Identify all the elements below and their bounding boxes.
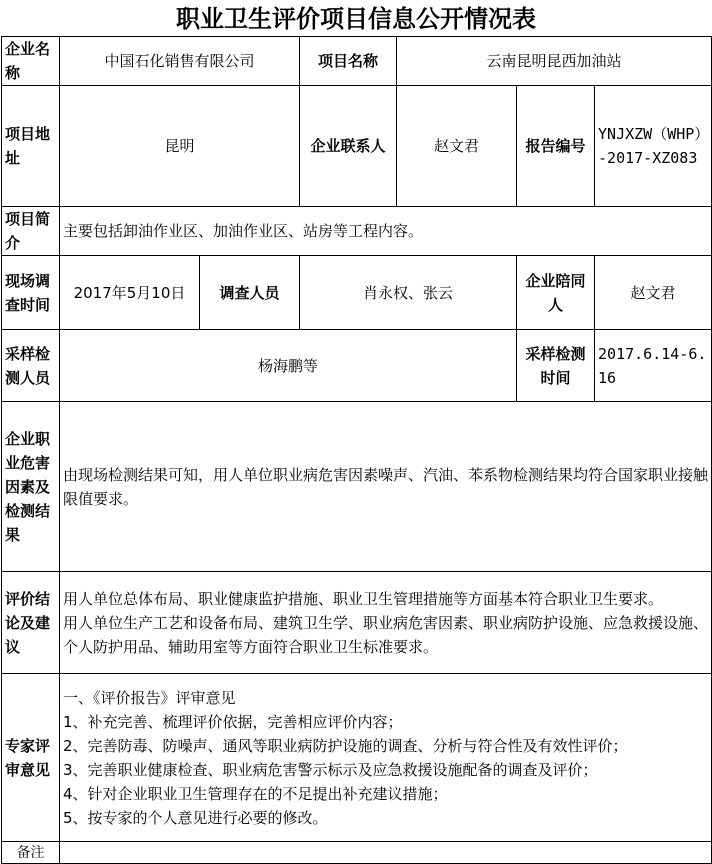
- site-survey-time-value: 2017年5月10日: [60, 256, 200, 330]
- conclusion-paragraph: 用人单位总体布局、职业健康监护措施、职业卫生管理措施等方面基本符合职业卫生要求。: [63, 589, 664, 608]
- page-title: 职业卫生评价项目信息公开情况表: [176, 5, 536, 33]
- company-escort-value: 赵文君: [595, 256, 712, 330]
- report-no-value: YNJXZW（WHP）-2017-XZ083: [595, 86, 712, 207]
- expert-opinion-line: 2、完善防毒、防噪声、通风等职业病防护设施的调查、分析与符合性及有效性评价；: [63, 736, 628, 755]
- remarks-value: [60, 842, 712, 864]
- row-company: [2, 37, 712, 86]
- company-name-label: 企业名称: [2, 37, 60, 86]
- project-intro-value: 主要包括卸油作业区、加油作业区、站房等工程内容。: [60, 207, 712, 256]
- row-conclusions: [2, 572, 712, 674]
- surveyors-label: 调查人员: [200, 256, 300, 330]
- sampling-staff-value: 杨海鹏等: [60, 330, 517, 402]
- hazard-results-value: 由现场检测结果可知，用人单位职业病危害因素噪声、汽油、苯系物检测结果均符合国家职业接触限值要求。: [60, 402, 712, 572]
- info-table: [1, 36, 712, 864]
- expert-opinion-label: 专家评审意见: [2, 674, 60, 842]
- report-no-label: 报告编号: [517, 86, 595, 207]
- project-address-value: 昆明: [60, 86, 300, 207]
- row-sampling: [2, 330, 712, 402]
- sampling-staff-label: 采样检测人员: [2, 330, 60, 402]
- expert-opinion-line: 一、《评价报告》评审意见: [63, 688, 236, 707]
- sampling-time-label: 采样检测时间: [517, 330, 595, 402]
- conclusions-label: 评价结论及建议: [2, 572, 60, 674]
- company-contact-label: 企业联系人: [300, 86, 397, 207]
- sampling-time-value: 2017.6.14-6.16: [595, 330, 712, 402]
- row-expert: [2, 674, 712, 842]
- project-name-value: 云南昆明昆西加油站: [397, 37, 712, 86]
- project-intro-label: 项目简介: [2, 207, 60, 256]
- conclusions-value: [60, 572, 712, 674]
- hazard-results-label: 企业职业危害因素及检测结果: [2, 402, 60, 572]
- company-name-value: 中国石化销售有限公司: [60, 37, 300, 86]
- remarks-label: 备注: [2, 842, 60, 864]
- surveyors-value: 肖永权、张云: [300, 256, 517, 330]
- company-escort-label: 企业陪同人: [517, 256, 595, 330]
- row-survey: [2, 256, 712, 330]
- row-address: [2, 86, 712, 207]
- conclusion-paragraph: 用人单位生产工艺和设备布局、建筑卫生学、职业病危害因素、职业病防护设施、应急救援设施、个人防护用品、辅助用室等方面符合职业卫生标准要求。: [63, 613, 709, 656]
- expert-opinion-line: 3、完善职业健康检查、职业病危害警示标示及应急救援设施配备的调查及评价；: [63, 760, 598, 779]
- expert-opinion-line: 5、按专家的个人意见进行必要的修改。: [63, 808, 328, 827]
- row-hazard: [2, 402, 712, 572]
- company-contact-value: 赵文君: [397, 86, 517, 207]
- project-name-label: 项目名称: [300, 37, 397, 86]
- expert-opinion-line: 1、补充完善、梳理评价依据，完善相应评价内容；: [63, 712, 403, 731]
- project-address-label: 项目地址: [2, 86, 60, 207]
- row-intro: [2, 207, 712, 256]
- expert-opinion-value: [60, 674, 712, 842]
- row-remarks: [2, 842, 712, 864]
- site-survey-time-label: 现场调查时间: [2, 256, 60, 330]
- expert-opinion-line: 4、针对企业职业卫生管理存在的不足提出补充建议措施；: [63, 784, 448, 803]
